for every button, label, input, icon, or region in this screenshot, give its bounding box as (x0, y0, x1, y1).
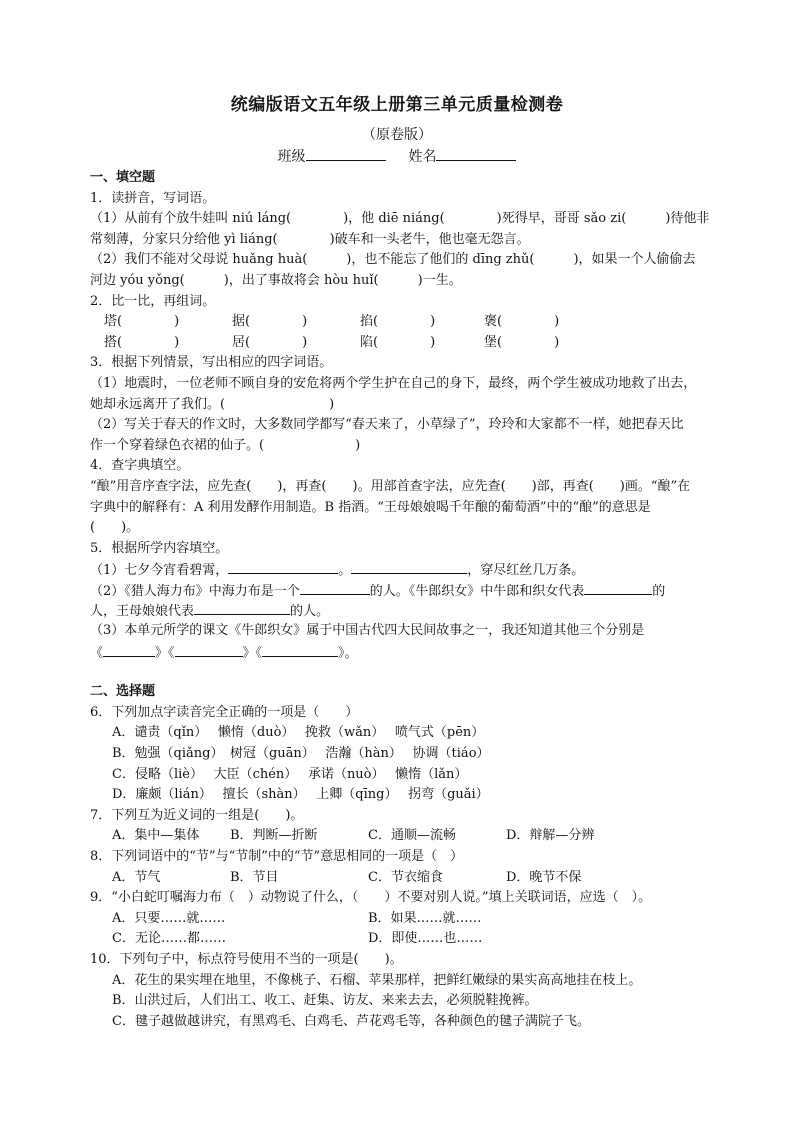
choice-row (90, 826, 724, 847)
choice-option[interactable]: B．山洪过后，人们出工、收工、赶集、访友、来来去去，必须脱鞋挽裤。 (112, 993, 538, 1009)
class-name-line (0, 146, 794, 166)
question-stem: 7．下列互为近义词的一组是( )。 (90, 807, 304, 823)
choice-row (90, 929, 724, 950)
question-line: 作一个穿着绿色衣裙的仙子。( ) (90, 437, 361, 453)
class-label: 班级 (277, 149, 306, 165)
question-line (90, 580, 724, 601)
question-stem: 4．查字典填空。 (90, 458, 190, 474)
choice-option[interactable]: B．勉强（qiǎng） 树冠（guān） 浩瀚（hàn） 协调（tiáo） (112, 746, 490, 762)
page-title: 统编版语文五年级上册第三单元质量检测卷 (230, 95, 564, 115)
question-line: 她却永远离开了我们。( ) (90, 396, 335, 412)
text-span: 《 (90, 645, 104, 661)
question-stem: 5．根据所学内容填空。 (90, 540, 229, 556)
choice-option[interactable]: A．花生的果实埋在地里，不像桃子、石榴、苹果那样，把鲜红嫩绿的果实高高地挂在枝上。 (112, 972, 642, 988)
compare-row (90, 312, 724, 333)
compare-row (90, 333, 724, 354)
name-label: 姓名 (408, 149, 437, 165)
choice-option[interactable]: D．辩解—分辨 (506, 828, 595, 844)
question-line: （1）地震时，一位老师不顾自身的安危将两个学生护在自己的身下，最终，两个学生被成功地救了出去， (90, 375, 697, 391)
answer-blank[interactable] (584, 580, 652, 595)
choice-row (90, 868, 724, 889)
text-span: 的人。《牛郎织女》中牛郎和织女代表 (369, 583, 585, 599)
text-span: ，穿尽红丝几万条。 (467, 563, 585, 579)
question-line: 常刻薄，分家只分给他 yì liáng( )破车和一头老牛，他也毫无怨言。 (90, 231, 530, 247)
name-blank[interactable] (436, 146, 516, 161)
answer-blank[interactable] (262, 642, 338, 657)
question-stem: 2．比一比，再组词。 (90, 293, 216, 309)
text-span: 》《 (242, 645, 263, 661)
question-line (90, 600, 724, 621)
question-line: 字典中的解释有：A 利用发酵作用制造。B 指酒。“王母娘娘喝千年酿的葡萄酒”中的“酿”的意思是 (90, 499, 651, 515)
question-line: （2）写关于春天的作文时，大多数同学都写“春天来了，小草绿了”，玲玲和大家都不一样，她把春天比 (90, 417, 684, 433)
choice-option[interactable]: A．谴责（qǐn） 懒惰（duò） 挽救（wǎn） 喷气式（pēn） (112, 725, 485, 741)
answer-blank[interactable] (103, 642, 155, 657)
compare-item: 搭( ) (104, 334, 180, 350)
text-span: 》。 (338, 645, 358, 661)
choice-option[interactable]: C．无论……都…… (112, 931, 226, 947)
question-line: （1）从前有个放牛娃叫 niú láng( )，他 diē niáng( )死得早，哥哥 sǎo zi( )待他非 (90, 211, 710, 227)
section-heading: 一、填空题 (90, 170, 156, 185)
question-line: （2）我们不能对父母说 huǎng huà( )，也不能忘了他们的 dīng zhǔ( )，如果一个人偷偷去 (90, 252, 696, 268)
question-stem: 8．下列词语中的“节”与“节制”中的“节”意思相同的一项是（ ） (90, 849, 464, 864)
compare-item: 掐( ) (360, 314, 436, 330)
answer-blank[interactable] (228, 559, 338, 574)
answer-blank[interactable] (175, 642, 243, 657)
choice-option[interactable]: D．廉颇（lián） 擅长（shàn） 上卿（qīng） 拐弯（guǎi） (112, 787, 489, 803)
text-span: （2）《猎人海力布》中海力布是一个 (90, 583, 300, 599)
question-stem: 3．根据下列情景，写出相应的四字词语。 (90, 355, 333, 371)
question-line: （3）本单元所学的课文《牛郎织女》属于中国古代四大民间故事之一，我还知道其他三个分别是 (90, 623, 645, 639)
question-line (90, 559, 724, 580)
text-span: 》《 (155, 645, 175, 661)
class-blank[interactable] (306, 146, 386, 161)
compare-item: 褒( ) (484, 314, 560, 330)
choice-row (90, 909, 724, 930)
choice-option[interactable]: B．判断—折断 (230, 828, 318, 844)
question-stem: 1．读拼音，写词语。 (90, 190, 216, 206)
question-line: ( )。 (90, 520, 140, 536)
answer-blank[interactable] (300, 580, 370, 595)
choice-option[interactable]: C．毽子越做越讲究，有黑鸡毛、白鸡毛、芦花鸡毛等，各种颜色的毽子满院子飞。 (112, 1013, 590, 1029)
text-span: 的人。 (290, 604, 330, 620)
text-span: （1）七夕今宵看碧霄， (90, 563, 229, 579)
text-span: 人，王母娘娘代表 (90, 604, 195, 620)
compare-item: 堡( ) (484, 334, 560, 350)
choice-option[interactable]: B．节目 (230, 869, 279, 885)
choice-option[interactable]: D．即使……也…… (368, 931, 483, 947)
choice-option[interactable]: C．通顺—流畅 (368, 828, 456, 844)
page-subtitle: （原卷版） (362, 127, 432, 143)
compare-item: 据( ) (232, 314, 308, 330)
question-stem: 10．下列句子中，标点符号使用不当的一项是( )。 (90, 951, 403, 967)
question-stem: 9．“小白蛇叮嘱海力布（ ）动物说了什么，（ ）不要对别人说。”填上关联词语，应选（ ）。 (90, 890, 652, 906)
question-stem: 6．下列加点字读音完全正确的一项是（ ） (90, 704, 359, 720)
choice-option[interactable]: B．如果……就…… (368, 910, 482, 926)
choice-option[interactable]: A．集中—集体 (112, 828, 200, 844)
compare-item: 居( ) (232, 334, 308, 350)
question-line (90, 642, 724, 663)
choice-option[interactable]: C．节衣缩食 (368, 869, 443, 885)
text-span: 。 (338, 563, 352, 579)
compare-item: 陷( ) (360, 334, 436, 350)
compare-item: 塔( ) (104, 314, 180, 330)
choice-option[interactable]: A．只要……就…… (112, 910, 226, 926)
question-line: “酿”用音序查字法，应先查( )，再查( )。用部首查字法，应先查( )部，再查( )画。“酿”在 (90, 478, 691, 494)
choice-option[interactable]: A．节气 (112, 869, 161, 885)
answer-blank[interactable] (194, 600, 290, 615)
section-heading: 二、选择题 (90, 684, 156, 700)
text-span: 的 (652, 583, 666, 599)
exam-content (90, 168, 724, 1032)
choice-option[interactable]: C．侵略（liè） 大臣（chén） 承诺（nuò） 懒惰（lǎn） (112, 766, 468, 782)
choice-option[interactable]: D．晚节不保 (506, 869, 582, 885)
answer-blank[interactable] (351, 559, 467, 574)
question-line: 河边 yóu yǒng( )，出了事故将会 hòu huǐ( )一生。 (90, 272, 462, 288)
